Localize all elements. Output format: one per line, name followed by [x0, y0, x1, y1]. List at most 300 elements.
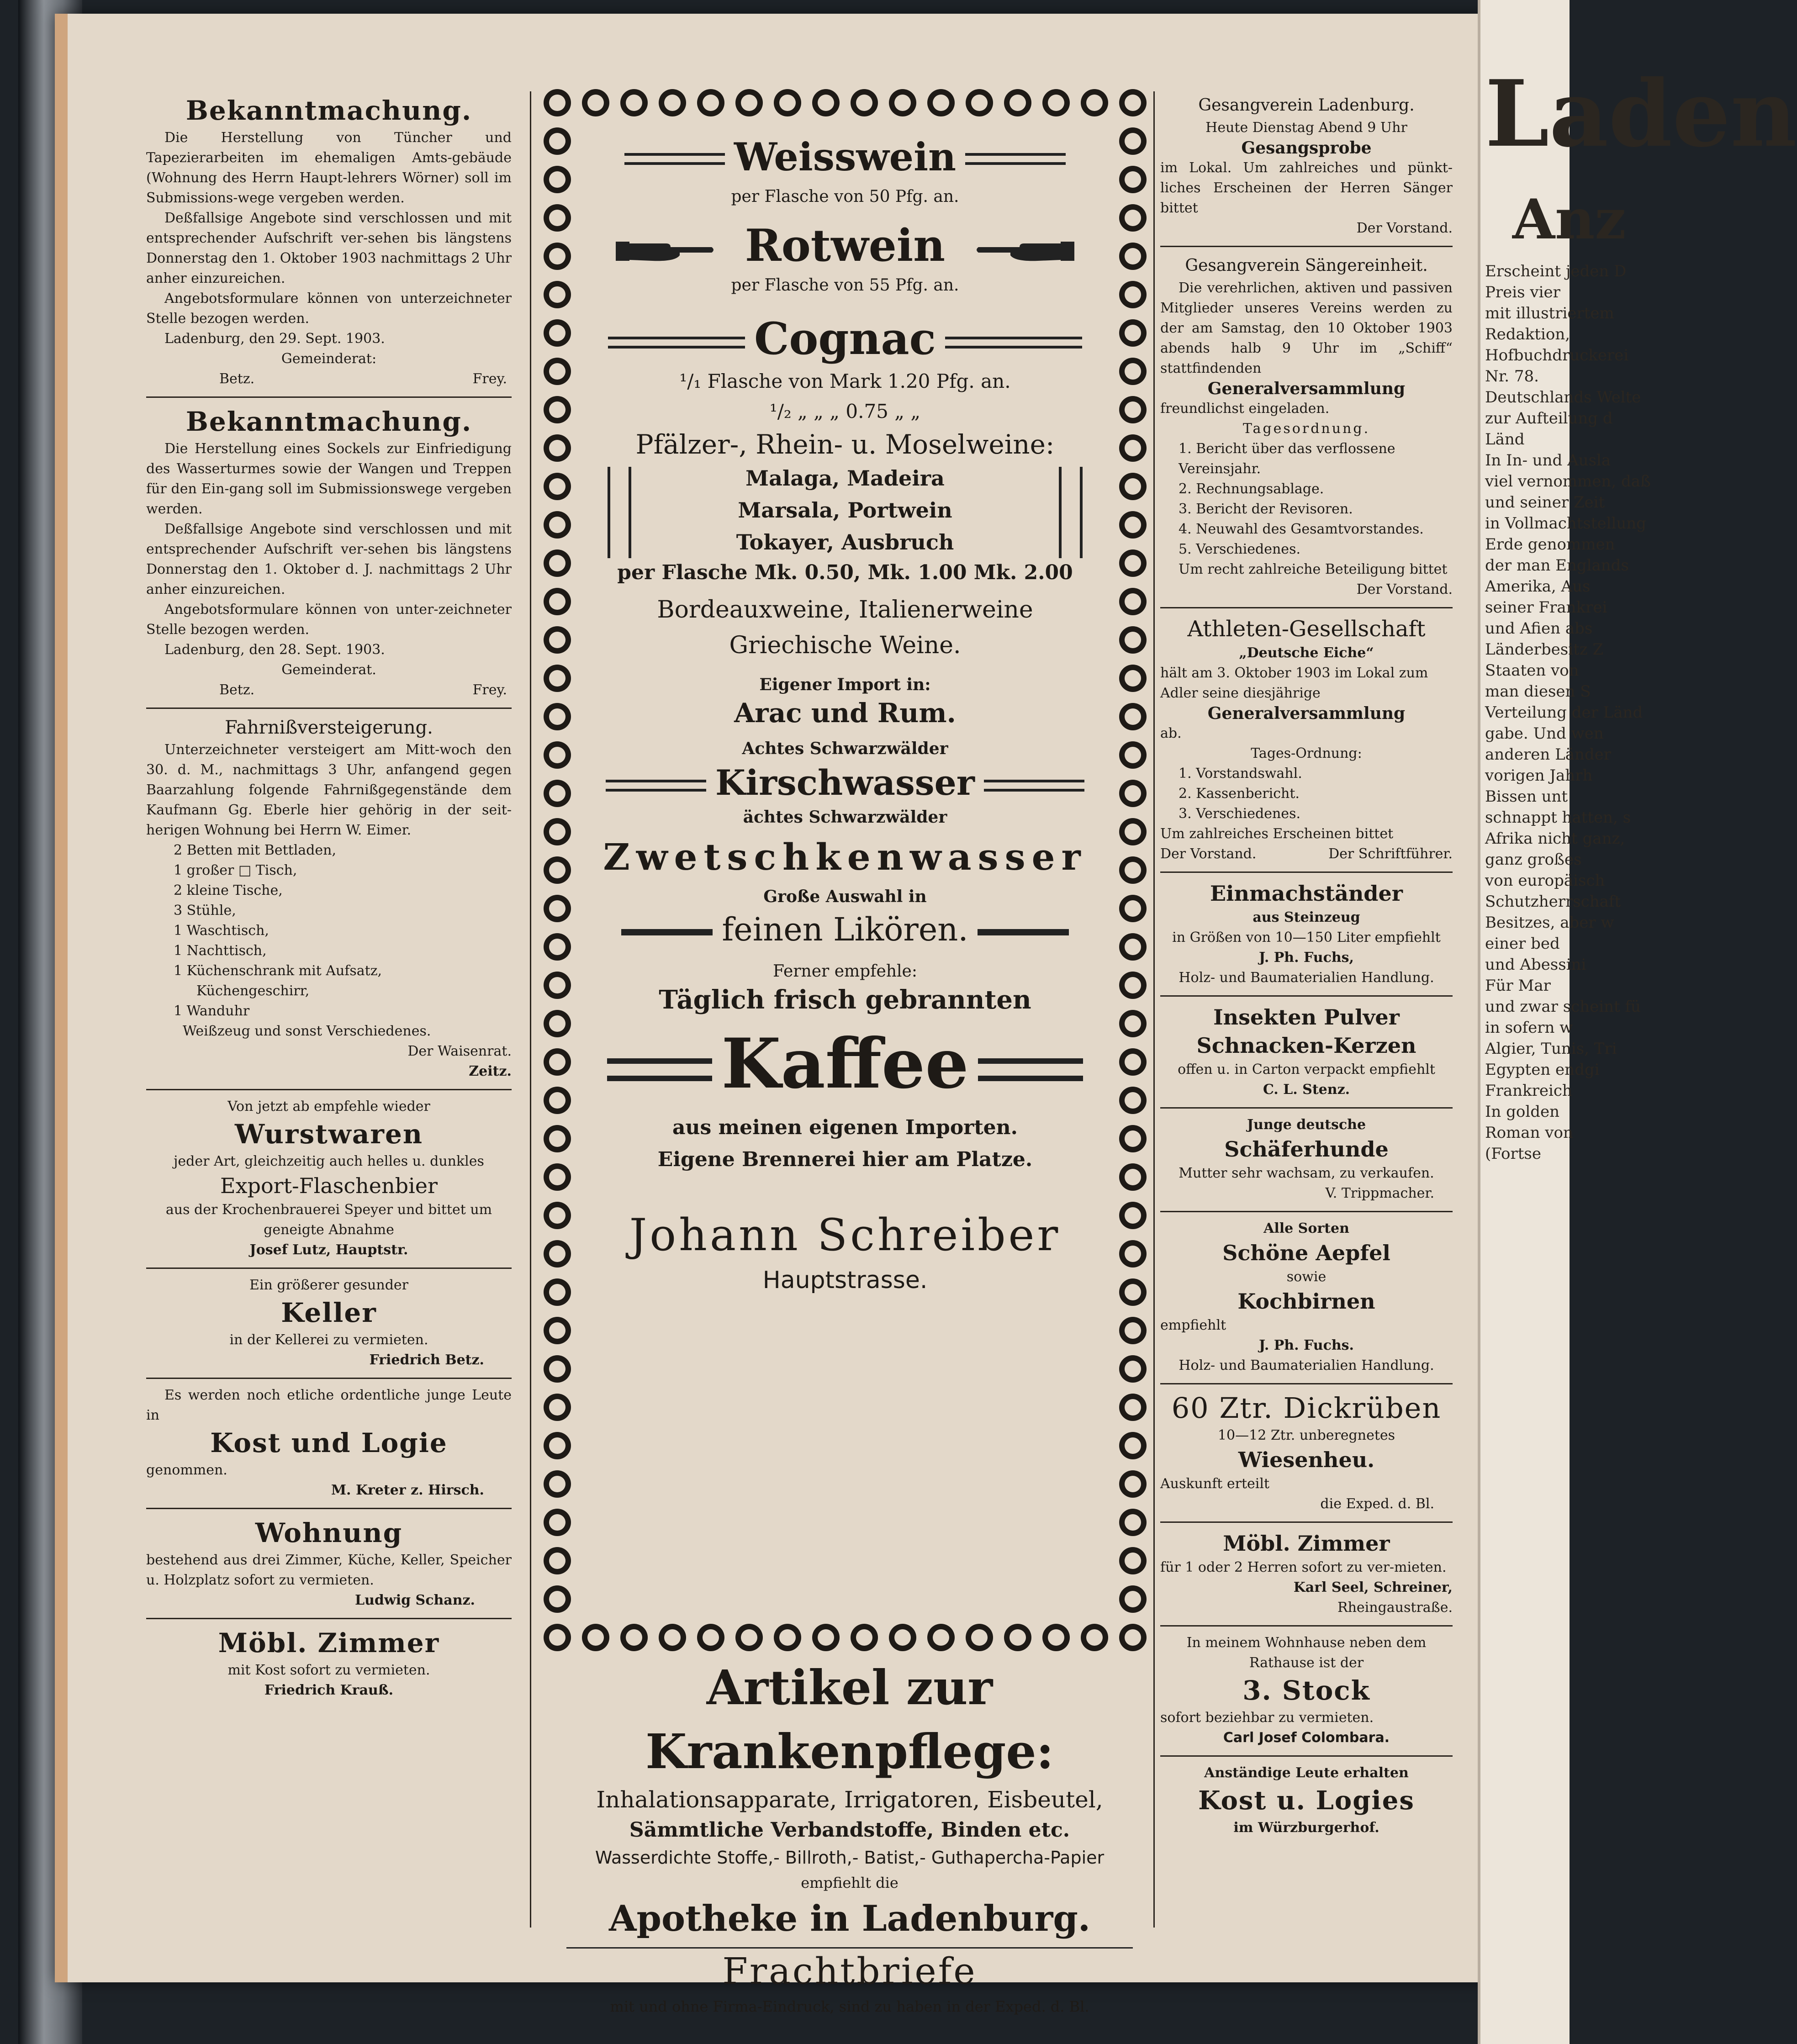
next-page-line: In In- und Ausla	[1485, 451, 1611, 470]
ad-keller	[146, 1269, 512, 1379]
ad-title: Insekten Pulver	[1213, 1005, 1400, 1030]
border-ring-hole	[1086, 95, 1103, 111]
ad-text: aus der Krochenbrauerei Speyer und bittet um geneigte Abnahme	[165, 1202, 492, 1238]
merchant-street: Hauptstrasse.	[762, 1267, 928, 1294]
border-ring-hole	[549, 1629, 566, 1646]
ad-kost-und-logie	[146, 1379, 512, 1509]
ad-wurstwaren	[146, 1090, 512, 1269]
taeglich-line: Täglich frisch gebrannten	[659, 985, 1031, 1015]
ad-bold: Generalversammlung	[1207, 379, 1406, 398]
ad-title: Bekanntmachung.	[185, 406, 472, 437]
border-ring-hole	[1125, 1437, 1141, 1454]
ad-pretext: Anständige Leute erhalten	[1204, 1765, 1409, 1781]
agenda-item: 1. Vorstandswahl.	[1179, 766, 1302, 782]
ad-text: Auskunft erteilt	[1160, 1476, 1270, 1492]
decorative-rule	[606, 780, 706, 792]
border-ring-hole	[549, 1476, 566, 1492]
list-item: 1 Wanduhr	[174, 1003, 250, 1019]
list-item: 3 Stühle,	[174, 903, 236, 919]
border-ring-hole	[1125, 133, 1141, 149]
border-ring-hole	[894, 95, 911, 111]
signature-name: Zeitz.	[469, 1063, 512, 1079]
next-page-line: Erscheint jeden D	[1485, 262, 1627, 280]
agenda-item: 2. Rechnungsablage.	[1179, 481, 1324, 497]
border-ring-hole	[1009, 95, 1026, 111]
border-ring-hole	[549, 1437, 566, 1454]
brennerei-line: Eigene Brennerei hier am Platze.	[657, 1148, 1033, 1171]
border-ring-hole	[1125, 1015, 1141, 1032]
border-ring-hole	[1125, 900, 1141, 917]
next-page-line: Frankreich	[1485, 1082, 1572, 1100]
border-ring-hole	[1125, 1514, 1141, 1531]
border-ring-hole	[1125, 1169, 1141, 1185]
signature-name: J. Ph. Fuchs,	[1258, 950, 1354, 966]
next-page-line: zur Aufteilung d	[1485, 409, 1613, 428]
border-ring-hole	[1125, 1629, 1141, 1646]
bottom-center-ads	[548, 1656, 1151, 2019]
next-page-line: Algier, Tunis, Tri	[1485, 1040, 1617, 1058]
border-ring-hole	[1125, 1322, 1141, 1339]
border-ring-hole	[549, 1246, 566, 1262]
border-ring-hole	[549, 325, 566, 341]
border-ring-hole	[1125, 785, 1141, 802]
signature-name: Karl Seel, Schreiner,	[1293, 1579, 1453, 1595]
border-ring-hole	[1125, 708, 1141, 725]
ad-text: jeder Art, gleichzeitig auch helles u. dunkles	[174, 1153, 484, 1169]
ad-text: im Lokal. Um zahlreiches und pünkt-liches Erscheinen der Herren Sänger bittet	[1160, 160, 1453, 216]
border-ring-hole	[1125, 555, 1141, 571]
ad-text: Unterzeichneter versteigert am Mitt-woch den 30. d. M., nachmittags 3 Uhr, anfangend gegen Baarzahlung folgende Fahrnißgegenstände dem Kaufmann Gg. Eberle hier gehörig in der seit-herigen Wohnung bei Herrn W. Eimer.	[146, 742, 512, 838]
cognac-label: Cognac	[754, 313, 936, 364]
ad-title-2: Kochbirnen	[1237, 1289, 1375, 1314]
border-ring-hole	[1125, 1476, 1141, 1492]
signature-title: Der Waisenrat.	[407, 1043, 512, 1059]
ad-text: im Würzburgerhof.	[1233, 1820, 1379, 1836]
border-ring-hole	[549, 440, 566, 456]
next-page-line: Länderbesitz Z	[1485, 640, 1604, 659]
border-ring-hole	[1009, 1629, 1026, 1646]
ad-date: Ladenburg, den 29. Sept. 1903.	[164, 331, 385, 347]
decorative-rule	[624, 153, 725, 165]
border-ring-hole	[1125, 363, 1141, 380]
ad-bold: Gesangsprobe	[1241, 138, 1372, 158]
border-ring-hole	[1125, 747, 1141, 763]
pointing-hand-left-icon	[974, 233, 1074, 265]
ad-text: für 1 oder 2 Herren sofort zu ver-mieten.	[1160, 1559, 1447, 1575]
border-ring-hole	[779, 1629, 796, 1646]
agenda-item: 5. Verschiedenes.	[1179, 541, 1300, 557]
signature-right: Frey.	[472, 371, 507, 387]
border-ring-hole	[1125, 862, 1141, 878]
signature-name: Der Vorstand.	[1356, 581, 1453, 597]
cognac-price-full: ¹/₁ Flasche von Mark 1.20 Pfg. an.	[679, 370, 1011, 392]
ad-text: Die verehrlichen, aktiven und passiven Mitglieder unseres Vereins werden zu der am Samstag, den 10 Oktober 1903 abends halb 9 Uhr im „Schiff“ stattfindenden	[1160, 280, 1453, 376]
border-ring-hole	[549, 286, 566, 303]
zwetschken-intro: ächtes Schwarzwälder	[743, 808, 947, 827]
ad-title: Kost u. Logies	[1198, 1785, 1415, 1816]
likoer-heading	[576, 909, 1115, 950]
next-page-line: Roman von	[1485, 1124, 1573, 1142]
ad-fahrnissversteigerung	[146, 709, 512, 1090]
border-ring-hole	[549, 517, 566, 533]
border-ring-hole	[1125, 1399, 1141, 1415]
ad-einmachstaender	[1160, 873, 1453, 997]
next-page-line: man diesen S	[1485, 682, 1591, 701]
ad-athleten-gesellschaft	[1160, 608, 1453, 873]
ad-text: Um zahlreiches Erscheinen bittet	[1160, 826, 1394, 842]
border-ring-hole	[549, 1092, 566, 1109]
border-ring-hole	[1125, 440, 1141, 456]
border-ring-hole	[1125, 1246, 1141, 1262]
border-ring-hole	[779, 95, 796, 111]
ad-text: hält am 3. Oktober 1903 im Lokal zum Adler seine diesjährige	[1160, 665, 1428, 701]
ad-subtitle: „Deutsche Eiche“	[1239, 645, 1374, 661]
ad-text: in Größen von 10—150 Liter empfiehlt	[1172, 930, 1441, 945]
border-ring-hole	[549, 1207, 566, 1224]
ad-pretext: Von jetzt ab empfehle wieder	[227, 1099, 430, 1114]
list-item: 1 großer □ Tisch,	[174, 862, 297, 878]
ad-text: Angebotsformulare können von unterzeichneter Stelle bezogen werden.	[146, 290, 512, 327]
border-ring-hole	[549, 401, 566, 418]
signature-name: C. L. Stenz.	[1263, 1082, 1350, 1098]
greek-wine-line: Griechische Weine.	[729, 632, 961, 659]
apotheke-name: Apotheke in Ladenburg.	[608, 1898, 1091, 1939]
signature-line: Holz- und Baumaterialien Handlung.	[1179, 1357, 1434, 1373]
ad-kost-u-logies	[1160, 1757, 1453, 1845]
ad-title: Athleten-Gesellschaft	[1187, 616, 1426, 642]
border-ring-hole	[549, 478, 566, 495]
border-ring-hole	[1125, 325, 1141, 341]
ad-aepfel	[1160, 1212, 1453, 1384]
ad-text: Mutter sehr wachsam, zu verkaufen.	[1179, 1165, 1434, 1181]
border-ring-hole	[1125, 401, 1141, 418]
border-ring-hole	[549, 248, 566, 264]
border-ring-hole	[549, 708, 566, 725]
sweet-wine-price: per Flasche Mk. 0.50, Mk. 1.00 Mk. 2.00	[617, 561, 1073, 584]
border-ring-hole	[587, 1629, 604, 1646]
next-page-line: Redaktion,	[1485, 325, 1570, 343]
ad-text: Deßfallsige Angebote sind verschlossen und mit entsprechender Aufschrift ver-sehen bis längstens Donnerstag den 1. Oktober 1903 nachmittags 2 Uhr anher einzureichen.	[146, 210, 512, 286]
agenda-item: 1. Bericht über das verflossene Vereinsjahr.	[1179, 441, 1395, 477]
border-ring-hole	[703, 95, 719, 111]
decorative-rule	[608, 337, 745, 349]
next-page-line: gabe. Und wen	[1485, 724, 1604, 743]
pfalzer-heading: Pfälzer-, Rhein- u. Moselweine:	[635, 429, 1055, 460]
border-ring-hole	[549, 900, 566, 917]
next-page-line: in sofern w	[1485, 1019, 1573, 1037]
left-column	[146, 87, 512, 1708]
next-page-line: mit illustriertem	[1485, 304, 1614, 322]
krankenpflege-line: Inhalationsapparate, Irrigatoren, Eisbeutel,	[596, 1786, 1103, 1813]
next-page-line: Hofbuchdruckerei	[1485, 346, 1629, 364]
ad-subtitle: aus Steinzeug	[1253, 909, 1360, 925]
frachtbriefe-line: mit und ohne Firma-Eindruck, sind zu haben in der Exped. d. Bl.	[610, 1998, 1089, 2015]
signature-line: Rheingaustraße.	[1337, 1600, 1453, 1616]
decorative-rule	[978, 929, 1069, 935]
ad-text: offen u. in Carton verpackt empfiehlt	[1178, 1062, 1435, 1077]
signature-left: Der Vorstand.	[1160, 846, 1257, 862]
list-item: Weißzeug und sonst Verschiedenes.	[183, 1023, 431, 1039]
signature-title: Gemeinderat:	[281, 351, 377, 367]
next-page-line: und seiner Zeit	[1485, 493, 1605, 512]
agenda-item: 3. Verschiedenes.	[1179, 806, 1300, 822]
agenda-item: 2. Kassenbericht.	[1179, 786, 1300, 802]
ad-text: bestehend aus drei Zimmer, Küche, Keller, Speicher u. Holzplatz sofort zu vermieten.	[146, 1552, 512, 1588]
list-item: 1 Küchenschrank mit Aufsatz,	[174, 963, 382, 979]
ad-title: Möbl. Zimmer	[218, 1627, 440, 1658]
ad-text: Deßfallsige Angebote sind verschlossen und mit entsprechender Aufschrift ver-sehen bis längstens Donnerstag den 1. Oktober d. J. nachmittags 2 Uhr anher einzureichen.	[146, 521, 512, 597]
decorative-rule	[945, 337, 1082, 349]
border-ring-hole	[933, 1629, 949, 1646]
list-item: 1 Waschtisch,	[174, 923, 269, 939]
ad-title-2: Schnacken-Kerzen	[1196, 1033, 1416, 1058]
border-ring-hole	[1048, 1629, 1064, 1646]
signature-title: Gemeinderat.	[281, 662, 376, 678]
ferner-text: Ferner empfehle:	[773, 962, 917, 981]
krankenpflege-line: Sämmtliche Verbandstoffe, Binden etc.	[629, 1818, 1070, 1842]
ad-3-stock	[1160, 1627, 1453, 1757]
krankenpflege-line: Wasserdichte Stoffe,- Billroth,- Batist,- Guthapercha-Papier	[595, 1848, 1105, 1868]
border-ring-hole	[1125, 1130, 1141, 1147]
next-page-line: schnappt hatten, s	[1485, 808, 1631, 827]
border-ring-hole	[549, 133, 566, 149]
next-page-line: und Afien abs	[1485, 619, 1593, 638]
next-page-line: Schutzherrschaft	[1485, 893, 1621, 911]
border-ring-hole	[549, 939, 566, 955]
border-ring-hole	[894, 1629, 911, 1646]
ad-pretext: Alle Sorten	[1263, 1220, 1349, 1236]
signature-name: Der Vorstand.	[1356, 220, 1453, 236]
next-page-line: (Fortse	[1485, 1145, 1541, 1163]
border-ring-hole	[741, 1629, 757, 1646]
border-ring-hole	[818, 95, 834, 111]
ad-title: Schöne Aepfel	[1222, 1241, 1390, 1265]
ad-title: 3. Stock	[1242, 1675, 1370, 1706]
signature-left: Betz.	[219, 682, 255, 698]
sweet-wine-line: Marsala, Portwein	[738, 498, 952, 523]
agenda-item: 4. Neuwahl des Gesamtvorstandes.	[1179, 521, 1424, 537]
border-ring-hole	[549, 363, 566, 380]
ad-title: Bekanntmachung.	[185, 95, 472, 126]
border-ring-hole	[549, 785, 566, 802]
next-page-line: In golden	[1485, 1103, 1560, 1121]
rotwein-label: Rotwein	[745, 220, 946, 271]
ad-text: Die Herstellung von Tüncher und Tapezierarbeiten im ehemaligen Amts-gebäude (Wohnung des Herrn Haupt-lehrers Wörner) soll im Submissions-wege vergeben werden.	[146, 130, 512, 206]
signature-right: Frey.	[472, 682, 507, 698]
signature-name: Josef Lutz, Hauptstr.	[249, 1242, 408, 1258]
ad-title: Einmachständer	[1210, 881, 1403, 906]
next-page-line: Erde genommen	[1485, 535, 1615, 554]
border-ring-hole	[703, 1629, 719, 1646]
signature-name: die Exped. d. Bl.	[1320, 1496, 1434, 1512]
ad-bekanntmachung-1	[146, 87, 512, 398]
border-ring-hole	[856, 95, 872, 111]
list-item: 1 Nachttisch,	[174, 943, 267, 959]
border-ring-hole	[1125, 210, 1141, 226]
ad-title: Gesangverein Ladenburg.	[1198, 96, 1415, 115]
ad-text: Heute Dienstag Abend 9 Uhr	[1205, 120, 1407, 136]
next-page-line: von europäisch	[1485, 871, 1605, 890]
ad-title-2: Wiesenheu.	[1238, 1447, 1375, 1472]
next-page-line: seiner Frankrei	[1485, 598, 1607, 617]
next-page-line: viel vernommen, daß	[1485, 472, 1651, 491]
ad-insekten-pulver	[1160, 997, 1453, 1109]
agenda-item: 3. Bericht der Revisoren.	[1179, 501, 1353, 517]
border-ring-hole	[549, 1169, 566, 1185]
border-ring-hole	[549, 862, 566, 878]
border-ring-hole	[741, 95, 757, 111]
border-ring-hole	[1125, 824, 1141, 840]
ad-title: 60 Ztr. Dickrüben	[1171, 1391, 1442, 1425]
border-ring-hole	[549, 1591, 566, 1607]
ad-title: Kost und Logie	[210, 1427, 448, 1458]
next-page-line: Für Mar	[1485, 977, 1551, 995]
krankenpflege-line: empfiehlt die	[801, 1874, 898, 1891]
next-page-edge	[1478, 0, 1797, 2044]
weisswein-heading	[576, 128, 1115, 185]
signature-right: Der Schriftführer.	[1328, 846, 1453, 862]
cognac-heading	[576, 312, 1115, 366]
next-page-line: und zwar scheint fü	[1485, 998, 1641, 1016]
ad-pretext: Ein größerer gesunder	[249, 1277, 409, 1293]
ad-text: freundlichst eingeladen.	[1160, 401, 1330, 417]
border-ring-hole	[549, 1130, 566, 1147]
likoer-label: feinen Likören.	[722, 911, 968, 948]
ad-pretext: In meinem Wohnhause neben dem Rathause ist der	[1186, 1635, 1427, 1671]
border-ring-hole	[1125, 1284, 1141, 1300]
ad-title: Wohnung	[255, 1517, 403, 1548]
signature-name: Ludwig Schanz.	[355, 1592, 475, 1608]
border-ring-hole	[1125, 1361, 1141, 1377]
border-ring-hole	[626, 95, 642, 111]
kirschwasser-label: Kirschwasser	[715, 762, 975, 803]
border-ring-hole	[1125, 1092, 1141, 1109]
border-ring-hole	[818, 1629, 834, 1646]
frachtbriefe-title: Frachtbriefe	[722, 1950, 977, 1992]
ad-bekanntmachung-2	[146, 398, 512, 709]
wine-advertisement	[576, 128, 1115, 1298]
ad-text: in der Kellerei zu vermieten.	[229, 1332, 428, 1348]
sweet-wine-line: Malaga, Madeira	[745, 466, 945, 491]
signature-name: J. Ph. Fuchs.	[1258, 1337, 1354, 1353]
next-page-line: ganz großes	[1485, 850, 1582, 869]
ad-saengereinheit	[1160, 247, 1453, 608]
list-item: 2 Betten mit Bettladen,	[174, 842, 336, 858]
signature-name: M. Kreter z. Hirsch.	[331, 1482, 484, 1498]
ad-text: Die Herstellung eines Sockels zur Einfriedigung des Wasserturmes sowie der Wangen und Treppen für den Ein-gang soll im Submissionswege vergeben werden.	[146, 441, 512, 517]
border-ring-hole	[1125, 632, 1141, 648]
border-ring-hole	[664, 95, 681, 111]
next-page-line: Verteilung der Länd	[1485, 703, 1643, 722]
ad-subtitle: Export-Flaschenbier	[220, 1173, 438, 1198]
likoer-intro: Große Auswahl in	[763, 887, 927, 906]
ad-text: 10—12 Ztr. unberegnetes	[1217, 1427, 1395, 1443]
list-item: Küchengeschirr,	[196, 983, 310, 999]
ad-dickrueben	[1160, 1384, 1453, 1523]
border-ring-hole	[587, 95, 604, 111]
decorative-rule	[978, 1058, 1083, 1081]
border-ring-hole	[1125, 1054, 1141, 1070]
border-ring-hole	[626, 1629, 642, 1646]
signature-name: Friedrich Krauß.	[264, 1682, 394, 1698]
agenda-title: Tages-Ordnung:	[1251, 745, 1362, 761]
next-page-line: in Vollmachtstellung	[1485, 514, 1646, 533]
border-ring-hole	[933, 95, 949, 111]
sweet-wine-line: Tokayer, Ausbruch	[736, 530, 954, 555]
border-ring-hole	[549, 555, 566, 571]
ad-title: Wurstwaren	[234, 1119, 423, 1150]
ad-text: Um recht zahlreiche Beteiligung bittet	[1179, 561, 1448, 577]
kaffee-label: Kaffee	[721, 1024, 969, 1104]
border-ring-hole	[971, 95, 988, 111]
border-ring-hole	[664, 1629, 681, 1646]
decorative-rule	[607, 1058, 712, 1081]
ad-moebl-zimmer-right	[1160, 1523, 1453, 1627]
next-page-lines	[1485, 261, 1651, 1164]
next-page-line: Afrika nicht ganz,	[1485, 829, 1625, 848]
border-ring-hole	[549, 670, 566, 687]
weisswein-label: Weisswein	[734, 134, 957, 180]
import-intro: Eigener Import in:	[759, 675, 931, 694]
next-page-line: anderen Länder	[1485, 745, 1612, 764]
ad-title: Fahrnißversteigerung.	[225, 717, 433, 738]
ad-text: mit Kost sofort zu vermieten.	[227, 1662, 430, 1678]
border-ring-hole	[549, 1054, 566, 1070]
border-ring-hole	[1125, 1553, 1141, 1569]
border-ring-hole	[1125, 977, 1141, 993]
border-ring-hole	[1048, 95, 1064, 111]
next-page-line: Bissen unt	[1485, 787, 1568, 806]
signature-line: Holz- und Baumaterialien Handlung.	[1179, 970, 1434, 986]
decorative-rule	[621, 929, 713, 935]
ad-title: Möbl. Zimmer	[1223, 1531, 1390, 1556]
agenda-title: Tagesordnung.	[1242, 421, 1370, 437]
ad-title: Schäferhunde	[1224, 1137, 1389, 1162]
ad-text: ab.	[1160, 725, 1182, 741]
border-ring-hole	[1125, 286, 1141, 303]
decorative-rule	[965, 153, 1066, 165]
border-ring-hole	[549, 1284, 566, 1300]
border-ring-hole	[1125, 1207, 1141, 1224]
decorative-bars-right	[1059, 467, 1083, 558]
ad-pretext: Junge deutsche	[1247, 1117, 1366, 1133]
ad-pretext: Es werden noch etliche ordentliche junge Leute in	[146, 1387, 512, 1423]
ad-text: empfiehlt	[1160, 1317, 1226, 1333]
border-ring-hole	[549, 1514, 566, 1531]
kaffee-heading	[576, 1025, 1115, 1103]
ad-wohnung	[146, 1509, 512, 1619]
next-page-line: einer bed	[1485, 935, 1560, 953]
ad-title: Keller	[281, 1297, 377, 1328]
ad-schaeferhunde	[1160, 1109, 1453, 1212]
pointing-hand-right-icon	[616, 233, 716, 265]
arac-line: Arac und Rum.	[734, 697, 956, 729]
ad-subtitle: sowie	[1286, 1269, 1327, 1285]
border-ring-hole	[1086, 1629, 1103, 1646]
signature-left: Betz.	[219, 371, 255, 387]
border-ring-hole	[549, 1399, 566, 1415]
decorative-bars-left	[608, 467, 631, 558]
next-page-line: Egypten endgi	[1485, 1061, 1600, 1079]
column-rule-left	[530, 91, 531, 1928]
border-ring-hole	[549, 1361, 566, 1377]
border-ring-hole	[1125, 478, 1141, 495]
importen-line: aus meinen eigenen Importen.	[672, 1116, 1018, 1139]
next-page-subtitle: Anz	[1512, 187, 1626, 252]
border-ring-hole	[1125, 939, 1141, 955]
border-ring-hole	[549, 1322, 566, 1339]
next-page-line: Besitzes, aber w	[1485, 914, 1614, 932]
